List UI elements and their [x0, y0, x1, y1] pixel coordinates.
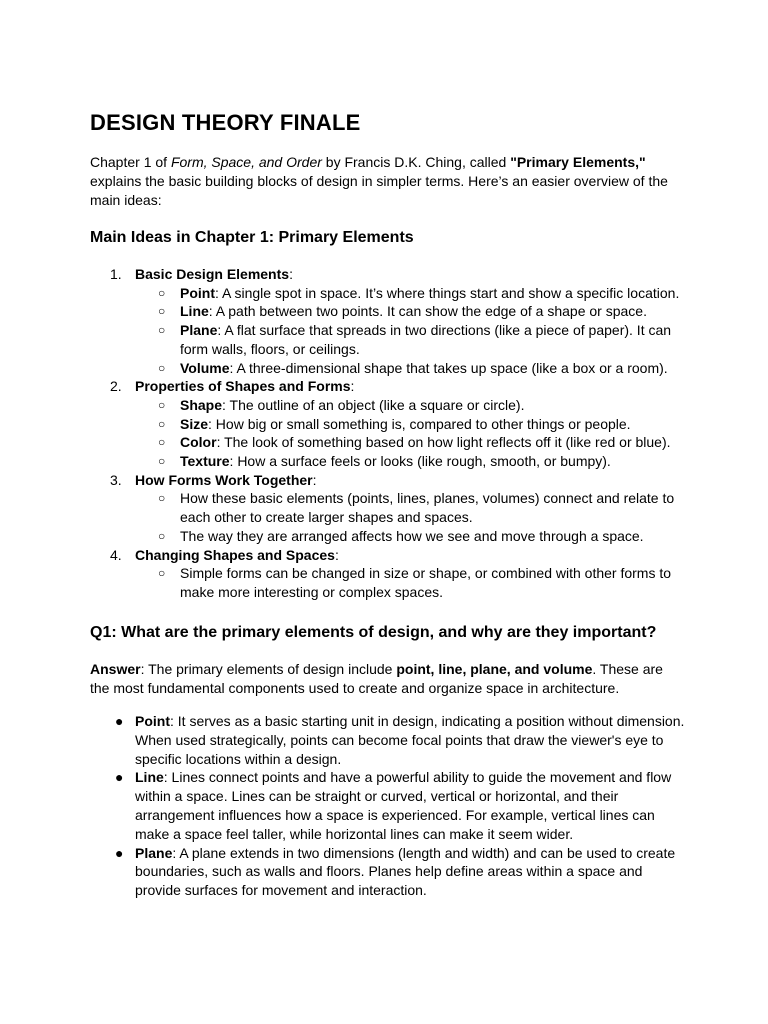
circle-bullet-icon: ○ [158, 323, 166, 338]
sub-text: : How a surface feels or looks (like rough, smooth, or bumpy). [229, 453, 611, 470]
item-number: 4. [110, 546, 122, 563]
intro-text: Chapter 1 of [90, 154, 171, 170]
item-text: : It serves as a basic starting unit in design, indicating a position without dimension. When used strategically, points can become focal points that draw the viewer's eye to specific locations within a design. [135, 713, 685, 767]
sub-term: Plane [180, 322, 218, 339]
item-term: Point [135, 713, 170, 729]
sub-term: Shape [180, 396, 223, 413]
sub-item [135, 527, 690, 546]
sub-text: : A three-dimensional shape that takes up space (like a box or a room). [229, 359, 668, 376]
sub-item [135, 321, 690, 358]
intro-text: by Francis D.K. Ching, called [321, 154, 511, 170]
answer-list [90, 712, 690, 900]
sub-text: : The outline of an object (like a square or circle). [222, 396, 525, 413]
item-number: 3. [110, 471, 122, 488]
dot-bullet-icon: ● [115, 713, 124, 729]
item-text: : A plane extends in two dimensions (length and width) and can be used to create boundaries, such as walls and floors. Planes help define areas within a space and provide surfaces for movement and interaction. [135, 844, 676, 899]
list-item [90, 844, 690, 900]
sub-item [135, 564, 690, 601]
sub-item [135, 302, 690, 321]
answer-label: Answer [90, 661, 141, 677]
answer-elements: point, line, plane, and volume [396, 661, 593, 677]
sub-item [135, 415, 690, 434]
circle-bullet-icon: ○ [158, 360, 166, 375]
item-label: How Forms Work Together [135, 471, 313, 488]
intro-paragraph [90, 153, 680, 210]
circle-bullet-icon: ○ [158, 304, 166, 319]
list-item [90, 712, 690, 768]
sub-item [135, 396, 690, 415]
sub-text: : A path between two points. It can show the edge of a shape or space. [208, 303, 647, 320]
list-item [90, 265, 690, 377]
sub-item [135, 433, 690, 452]
circle-bullet-icon: ○ [158, 491, 166, 506]
main-ideas-list [90, 265, 690, 602]
sub-term: Volume [180, 359, 230, 376]
dot-bullet-icon: ● [115, 769, 124, 786]
sub-item [135, 284, 690, 303]
sub-list [135, 396, 690, 471]
answer-paragraph [90, 660, 680, 698]
list-item [90, 377, 690, 471]
circle-bullet-icon: ○ [158, 435, 166, 450]
sub-list [135, 489, 690, 545]
circle-bullet-icon: ○ [158, 285, 166, 300]
sub-term: Size [180, 415, 209, 432]
answer-text: . These are the most fundamental components used to create and organize space in architecture. [90, 661, 663, 696]
sub-item [135, 452, 690, 471]
circle-bullet-icon: ○ [158, 566, 166, 581]
sub-text: The way they are arranged affects how we see and move through a space. [180, 527, 644, 544]
colon: : [334, 546, 339, 563]
item-label: Properties of Shapes and Forms [135, 378, 351, 395]
colon: : [350, 378, 355, 395]
colon: : [289, 266, 293, 282]
sub-text: : The look of something based on how light reflects off it (like red or blue). [216, 434, 671, 451]
book-title: Form, Space, and Order [170, 154, 322, 170]
sub-item [135, 359, 690, 378]
item-number: 2. [110, 378, 122, 395]
sub-term: Color [180, 434, 217, 451]
item-label: Basic Design Elements [135, 266, 290, 282]
circle-bullet-icon: ○ [158, 397, 166, 412]
sub-text: : A single spot in space. It’s where things start and show a specific location. [215, 284, 680, 301]
intro-text: explains the basic building blocks of design in simpler terms. Here’s an easier overview of the main ideas: [90, 173, 668, 208]
item-term: Line [135, 769, 164, 786]
sub-text: : How big or small something is, compared to other things or people. [208, 415, 631, 432]
colon: : [312, 471, 317, 488]
list-item [90, 546, 690, 602]
sub-text: Simple forms can be changed in size or shape, or combined with other forms to make more interesting or complex spaces. [180, 565, 672, 600]
sub-list [135, 564, 690, 601]
item-number: 1. [110, 266, 122, 282]
circle-bullet-icon: ○ [158, 454, 166, 469]
sub-term: Texture [180, 453, 230, 470]
q1-heading: Q1: What are the primary elements of design, and why are they important? [90, 624, 657, 641]
sub-term: Point [180, 284, 215, 301]
sub-list [135, 284, 690, 378]
item-label: Changing Shapes and Spaces [135, 546, 335, 563]
item-text: : Lines connect points and have a powerful ability to guide the movement and flow within a space. Lines can be straight or curved, vertical or horizontal, and their arrangement influences how a space is experienced. For example, vertical lines can make a space feel taller, while horizontal lines can make it seem wider. [135, 769, 672, 842]
list-item [90, 768, 690, 843]
chapter-title: "Primary Elements," [510, 154, 646, 170]
sub-text: : A flat surface that spreads in two directions (like a piece of paper). It can form walls, floors, or ceilings. [180, 322, 672, 357]
list-item [90, 471, 690, 546]
answer-text: : The primary elements of design include [140, 661, 397, 677]
main-ideas-heading: Main Ideas in Chapter 1: Primary Elements [90, 229, 414, 246]
page-title: DESIGN THEORY FINALE [90, 110, 361, 135]
circle-bullet-icon: ○ [158, 528, 166, 543]
sub-term: Line [180, 303, 209, 320]
item-term: Plane [135, 844, 173, 861]
sub-text: How these basic elements (points, lines, planes, volumes) connect and relate to each other to create larger shapes and spaces. [180, 490, 675, 526]
dot-bullet-icon: ● [115, 844, 124, 861]
circle-bullet-icon: ○ [158, 416, 166, 431]
sub-item [135, 489, 690, 526]
